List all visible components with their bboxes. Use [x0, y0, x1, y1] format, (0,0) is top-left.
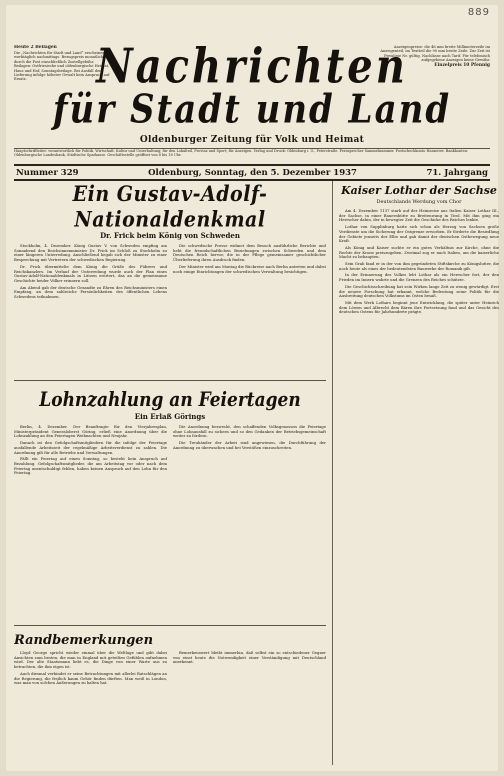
imprint: Hauptschriftleiter: verantwortlich für Politik, Wirtschaft, Kultur und Unterhaltung; für den Lokalteil, Provinz und Sport; für Anzeigen. Verlag und Druck: Oldenburg i. O., Peterstraße. Fernsprecher Sammelnummer. Postscheckkonto Hannover. Bankkonten: Oldenburgische Landesbank, Städtische Sparkasse. Geschäftsstelle geöffnet von 8 bis 18 Uhr. [14, 148, 490, 165]
paragraph: Die Treuhänder der Arbeit sind angewiesen, die Durchführung der Anordnung zu überwachen und bei Verstößen einzuschreiten. [173, 440, 326, 450]
paragraph: Auch diesmal verbindet er seine Betrachtungen mit allerlei Ratschlägen an die Regierung, die freilich kaum Gehör finden dürften. Man weiß in London, was man von solchen Äußerungen zu halten hat. [14, 670, 167, 686]
paragraph: Mit dem Werk Lothars beginnt jene Entwicklung, die später unter Heinrich dem Löwen und Albrecht dem Bären ihre Fortsetzung fand und das Gesicht des deutschen Ostens für Jahrhunderte prägte. [339, 299, 499, 315]
article-headline: Lohnzahlung an Feiertagen [39, 388, 301, 412]
right-ear-bold: Einzelpreis 10 Pfennig [434, 62, 490, 68]
paragraph: Lloyd George spricht wieder einmal über die Weltlage und gibt dabei Ansichten zum besten, die man in England mit geteilten Gefühlen aufnehmen wird. Der alte Staatsmann liebt es, die Dinge von einer Warte aus zu betrachten, die ihm eigen ist. [14, 650, 167, 670]
paragraph: Stockholm, 4. Dezember. König Gustav V. von Schweden empfing am Sonnabend den Reichsinnenminister Dr. Frick im Schloß zu Stockholm zu einer längeren Unterredung. Anschließend begab sich der Minister zu einer Besprechung mit Vertretern der schwedischen Regierung. [14, 243, 167, 263]
paragraph: Als König und Kaiser suchte er ein gutes Verhältnis zur Kirche, ohne die Rechte der Krone preiszugeben. Zweimal zog er nach Italien, um die kaiserliche Macht zu behaupten. [339, 244, 499, 260]
issue-number: Nummer 329 [16, 167, 79, 178]
paragraph: Die Anordnung bezweckt, den schaffenden Volksgenossen die Feiertage ohne Lohnausfall zu sichern und so den Gedanken der Betriebsgemeinschaft weiter zu fördern. [173, 424, 326, 439]
side-column [332, 181, 499, 765]
article-byline: Deutschlands Werdung vom Chor [376, 199, 462, 205]
article-headline: Randbemerkungen [14, 633, 154, 648]
divider [14, 625, 326, 626]
paragraph: Berlin, 4. Dezember. Der Beauftragte für den Vierjahresplan, Ministerpräsident Generaloberst Göring, erließ eine Anordnung über die Lohnzahlung an den Feiertagen Weihnachten und Neujahr. [14, 424, 167, 439]
paragraph: Bemerkenswert bleibt immerhin, daß selbst ein so entschiedener Gegner von einst heute die Notwendigkeit einer Verständigung mit Deutschland anerkennt. [173, 650, 326, 665]
left-ear-bold: Heute 2 Beilagen [14, 45, 57, 50]
masthead-subtitle: Oldenburger Zeitung für Volk und Heimat [139, 135, 365, 145]
paragraph: Der Minister wird am Montag die Rückreise nach Berlin antreten und dabei noch einige Einrichtungen der schwedischen Verwaltung besichtigen. [173, 263, 326, 274]
paragraph: Am Abend gab der deutsche Gesandte zu Ehren des Reichsministers einen Empfang, an dem zahlreiche Persönlichkeiten des öffentlichen Lebens Schwedens teilnahmen. [14, 284, 167, 300]
article-lohnzahlung [14, 384, 326, 622]
paragraph: Die schwedische Presse widmet dem Besuch ausführliche Berichte und hebt die freundschaftlichen Beziehungen zwischen Schweden und dem Deutschen Reich hervor, die in der Pflege gemeinsamer geschichtlicher Überlieferung ihren Ausdruck finden. [173, 243, 326, 263]
newspaper-page [6, 5, 498, 771]
article-randbemerkungen [14, 629, 326, 747]
paragraph: In der Erinnerung des Volkes lebt Lothar als ein Herrscher fort, der den Frieden im Innern wahrte und die Grenzen des Reiches schützte. [339, 272, 499, 283]
page-number: 889 [467, 7, 490, 18]
issue-date: Oldenburg, Sonntag, den 5. Dezember 1937 [148, 167, 357, 178]
dateline-bar [14, 164, 490, 181]
paragraph: Sein Grab fand er in der von ihm gegründeten Stiftskirche zu Königslutter, die noch heute als eines der bedeutendsten Bauwerke der Romanik gilt. [339, 261, 499, 271]
main-column [14, 181, 326, 765]
article-byline: Dr. Frick beim König von Schweden [100, 231, 240, 240]
masthead-title-line2: für Stadt und Land [52, 87, 452, 133]
right-ear-text: Anzeigenpreise: die 46 mm breite Millimeterzeile im Anzeigenteil, im Textteil die 90 mm breite Zeile. Zur Zeit ist Preisliste Nr. gültig. Nachlässe nach Tarif. Für telefonisch aufgegebene Anzeigen keine Gewähr. [380, 45, 490, 63]
paragraph: Fällt ein Feiertag auf einen Sonntag, so besteht kein Anspruch auf Bezahlung. Gefolgschaftsmitglieder, die am Arbeitstag vor oder nach dem Feiertag unentschuldigt fehlen, haben keinen Anspruch auf den Lohn für den Feiertag. [14, 456, 167, 476]
left-ear-text: Die „Nachrichten für Stadt und Land“ erscheinen werktäglich nachmittags. Bezugspreis monatlich durch die Post einschließlich Zustellgebühr. Beilagen: Ostfriesische und oldenburgische Heimat, Haus und Hof, Sonntagsbeilage. Bei Ausfall der Lieferung infolge höherer Gewalt kein Anspruch auf Ersatz. [14, 51, 110, 82]
article-byline: Ein Erlaß Görings [134, 412, 206, 421]
paragraph: Die Geschichtsschreibung hat sein Wirken lange Zeit zu wenig gewürdigt. Erst die neuere Forschung hat erkannt, welche Bedeutung seine Politik für die Ausbreitung deutschen Volkstums im Osten besaß. [339, 283, 499, 299]
divider [14, 380, 326, 381]
paragraph: Dr. Frick übermittelte dem König die Grüße des Führers und Reichskanzlers. Im Verlauf der Unterredung wurde auch der Plan eines Gustav-Adolf-Nationaldenkmals in Lützen erörtert, das an die gemeinsame Geschichte beider Völker erinnern soll. [14, 263, 167, 283]
paragraph: Lothar von Supplinburg hatte sich schon als Herzog von Sachsen große Verdienste um die Sicherung der Ostgrenze erworben. Er förderte die Besiedlung der Gebiete jenseits der Elbe und gab damit der deutschen Ostbewegung neue Kraft. [339, 224, 499, 244]
article-headline: Kaiser Lothar der Sachse [341, 184, 497, 197]
volume-number: 71. Jahrgang [426, 167, 488, 178]
article-headline: Ein Gustav-Adolf-Nationaldenkmal [72, 181, 268, 233]
article-denkmal [14, 181, 326, 377]
paragraph: Am 4. Dezember 1137 starb auf der Heimreise aus Italien Kaiser Lothar III., der Sachse, in einer Bauernhütte zu Breitenwang in Tirol. Mit ihm ging ein Herrscher dahin, der in bewegter Zeit die Geschicke des Reiches lenkte. [339, 208, 499, 223]
masthead-title-line1: Nachrichten [96, 38, 408, 95]
paragraph: Danach ist den Gefolgschaftsmitgliedern für die infolge der Feiertage ausfallende Arbeitszeit der regelmäßige Arbeitsverdienst zu zahlen. Die Anordnung gilt für alle Betriebe und Verwaltungen. [14, 440, 167, 455]
